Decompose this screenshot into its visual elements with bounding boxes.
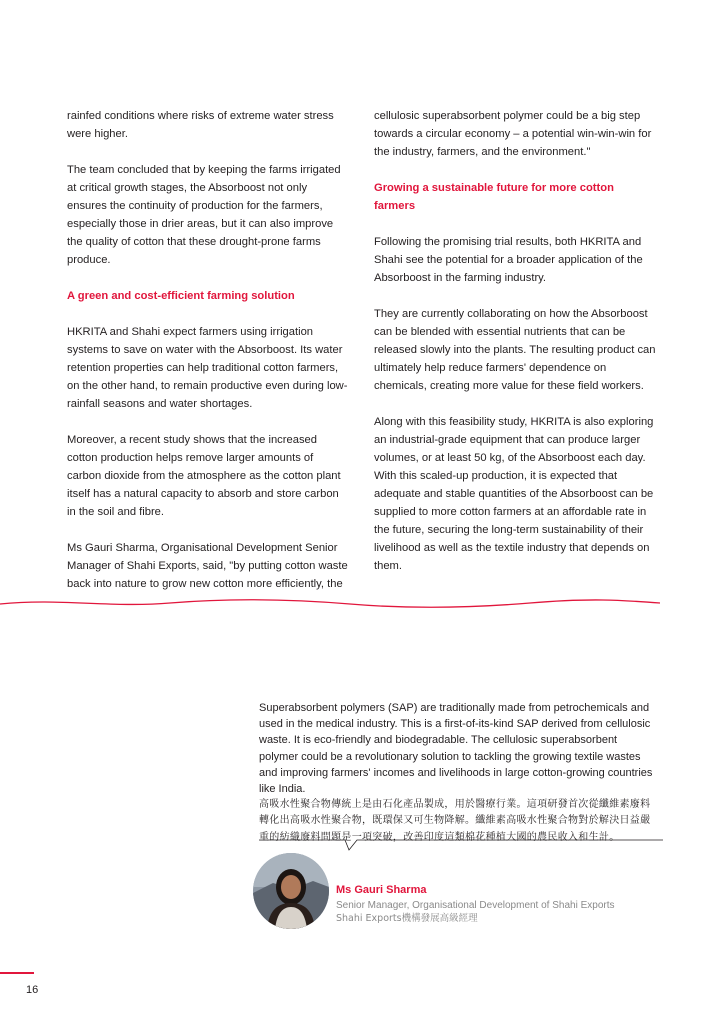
paragraph: HKRITA and Shahi expect farmers using irrigation systems to save on water with the Absorboost. Its water retention properties can help traditional cotton farmers, on the other hand, to remain productive even during low-rainfall seasons and water shortages. — [67, 326, 348, 410]
speaker-name: Ms Gauri Sharma — [336, 884, 427, 896]
avatar — [253, 853, 329, 929]
paragraph: Moreover, a recent study shows that the increased cotton production helps remove larger amounts of carbon dioxide from the atmosphere as the cotton plant itself has a natural capacity to absorb and store carbon in the soil and fibre. — [67, 434, 341, 518]
paragraph: They are currently collaborating on how the Absorboost can be blended with essential nutrients that can be released slowly into the plants. The resulting product can ultimately help reduce farmers' dependence on chemicals, creating more value for these field workers. — [374, 308, 656, 392]
speech-bubble-line — [259, 836, 663, 852]
speaker-title: Senior Manager, Organisational Development of Shahi Exports — [336, 900, 615, 911]
paragraph: cellulosic superabsorbent polymer could be a big step towards a circular economy – a potential win-win-win for the industry, farmers, and the environment." — [374, 110, 652, 158]
portrait-icon — [253, 853, 329, 929]
page-number-mark — [0, 972, 34, 974]
pull-quote — [259, 700, 659, 846]
right-column — [374, 107, 656, 593]
page-number: 16 — [26, 984, 39, 996]
speaker-title-zh: Shahi Exports機構發展高級經理 — [336, 913, 478, 924]
paragraph: The team concluded that by keeping the farms irrigated at critical growth stages, the Absorboost not only ensures the continuity of production for the farmers, especially those in drier areas, but it can also improve the quality of cotton that these drought-prone farms produce. — [67, 164, 341, 266]
paragraph: Following the promising trial results, both HKRITA and Shahi see the potential for a broader application of the Absorboost in the farming industry. — [374, 236, 643, 284]
speaker-info — [336, 884, 615, 925]
left-column — [67, 107, 349, 611]
quote-text-zh: 高吸水性聚合物傳統上是由石化產品製成，用於醫療行業。這項研發首次從纖維素廢料轉化出高吸水性聚合物，既環保又可生物降解。纖維素高吸水性聚合物對於解決日益嚴重的紡織廢料問題是一項突破，改善印度這類棉花種植大國的農民收入和生計。 — [259, 799, 651, 843]
paragraph: rainfed conditions where risks of extreme water stress were higher. — [67, 110, 334, 140]
section-heading: A green and cost-efficient farming solution — [67, 290, 295, 302]
quote-text-en: Superabsorbent polymers (SAP) are traditionally made from petrochemicals and used in the medical industry. This is a first-of-its-kind SAP derived from cellulosic waste. It is eco-friendly and biodegradable. The cellulosic superabsorbent polymer could be a revolutionary solution to tackling the growing textile wastes and improving farmers' incomes and livelihoods in large cotton-growing countries like India. — [259, 702, 653, 796]
paragraph: Ms Gauri Sharma, Organisational Development Senior Manager of Shahi Exports, said, "by putting cotton waste back into nature to grow new cotton more efficiently, the — [67, 542, 348, 590]
paragraph: Along with this feasibility study, HKRITA is also exploring an industrial-grade equipment that can produce larger volumes, or at least 50 kg, of the Absorboost each day. With this scaled-up production, it is expected that adequate and stable quantities of the Absorboost can be supplied to more cotton farmers at an affordable rate in the future, securing the long-term sustainability of their livelihood as well as the textile industry that depends on them. — [374, 416, 654, 572]
wavy-divider — [0, 592, 660, 616]
section-heading: Growing a sustainable future for more cotton farmers — [374, 182, 614, 212]
